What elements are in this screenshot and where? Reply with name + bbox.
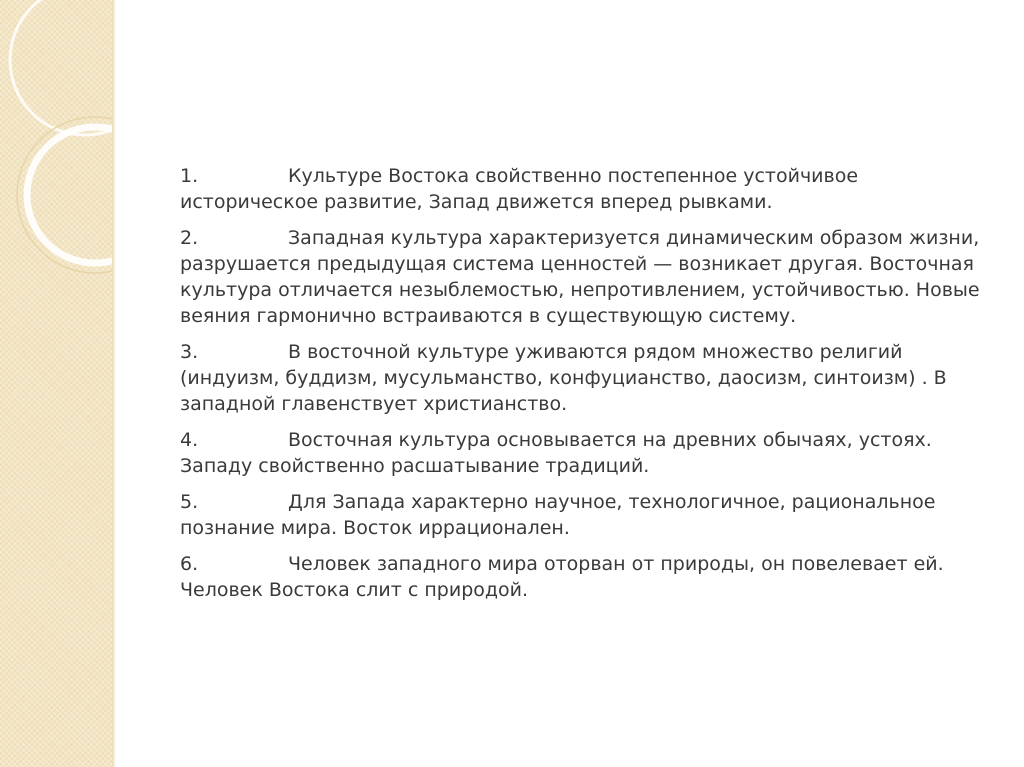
- list-item: [180, 339, 1000, 417]
- item-text: Для Запада характерно научное, технологичное, рациональное познание мира. Восток иррационален.: [180, 491, 936, 539]
- list-item: [180, 427, 1000, 479]
- item-number: 1.: [180, 165, 199, 187]
- item-number: 4.: [180, 429, 199, 451]
- item-text: Культуре Востока свойственно постепенное устойчивое историческое развитие, Запад движется вперед рывками.: [180, 165, 859, 213]
- item-text: Западная культура характеризуется динамическим образом жизни, разрушается предыдущая система ценностей — возникает другая. Восточная культура отличается незыблемостью, непротивлением, устойчивостью. Новые веяния гармонично встраиваются в существующую систему.: [180, 227, 980, 327]
- list-item: [180, 225, 1000, 329]
- slide-body: [180, 163, 1000, 613]
- band-edge-shadow: [112, 0, 116, 767]
- list-item: [180, 163, 1000, 215]
- list-item: [180, 489, 1000, 541]
- circle-ornament-icon: [0, 0, 112, 767]
- decorative-side-band: [0, 0, 112, 767]
- item-number: 2.: [180, 227, 199, 249]
- item-number: 3.: [180, 341, 199, 363]
- list-item: [180, 551, 1000, 603]
- item-number: 5.: [180, 491, 199, 513]
- item-text: Человек западного мира оторван от природы, он повелевает ей. Человек Востока слит с природой.: [180, 553, 944, 601]
- item-number: 6.: [180, 553, 199, 575]
- item-text: В восточной культуре уживаются рядом множество религий (индуизм, буддизм, мусульманство, конфуцианство, даосизм, синтоизм) . В западной главенствует христианство.: [180, 341, 947, 415]
- item-text: Восточная культура основывается на древних обычаях, устоях. Западу свойственно расшатывание традиций.: [180, 429, 932, 477]
